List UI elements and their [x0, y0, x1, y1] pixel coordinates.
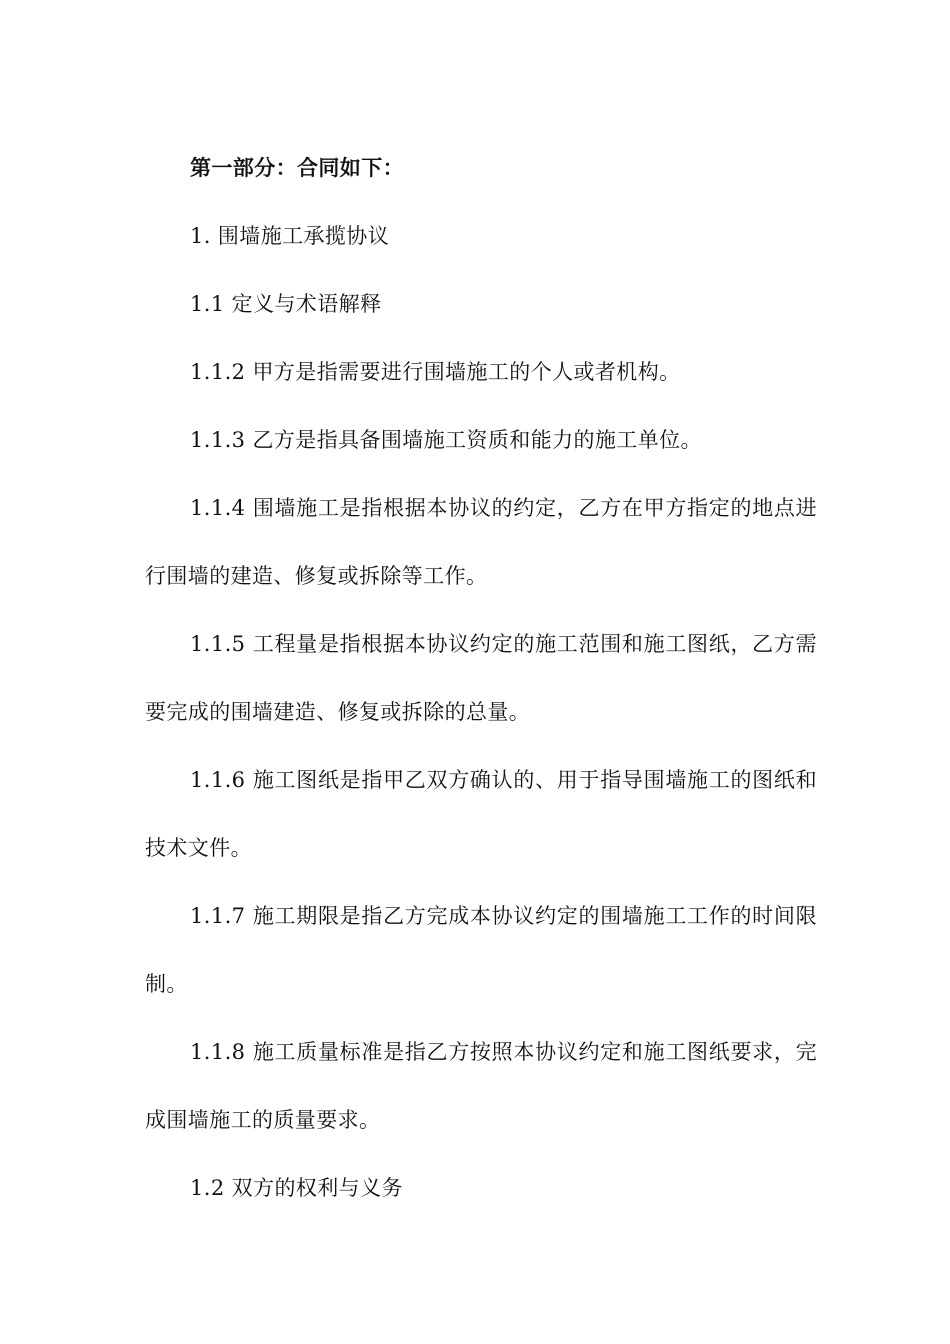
clause-1-1-4: 1.1.4 围墙施工是指根据本协议的约定，乙方在甲方指定的地点进行围墙的建造、修复或拆除等工作。 [145, 496, 817, 588]
clause-1-1-5: 1.1.5 工程量是指根据本协议约定的施工范围和施工图纸，乙方需要完成的围墙建造、修复或拆除的总量。 [145, 632, 817, 724]
clause-1-1-6: 1.1.6 施工图纸是指甲乙双方确认的、用于指导围墙施工的图纸和技术文件。 [145, 768, 817, 860]
clause-1-1-3: 1.1.3 乙方是指具备围墙施工资质和能力的施工单位。 [190, 428, 702, 452]
section-heading-1-1: 1.1 定义与术语解释 [190, 292, 382, 316]
clause-1-1-2: 1.1.2 甲方是指需要进行围墙施工的个人或者机构。 [190, 360, 681, 384]
document-body [145, 134, 817, 1222]
section-heading-1-2: 1.2 双方的权利与义务 [190, 1176, 403, 1200]
section-heading-1: 1. 围墙施工承揽协议 [190, 224, 390, 248]
part-heading: 第一部分：合同如下： [190, 155, 404, 180]
clause-1-1-8: 1.1.8 施工质量标准是指乙方按照本协议约定和施工图纸要求，完成围墙施工的质量要求。 [145, 1040, 817, 1132]
clause-1-1-7: 1.1.7 施工期限是指乙方完成本协议约定的围墙施工工作的时间限制。 [145, 904, 817, 996]
